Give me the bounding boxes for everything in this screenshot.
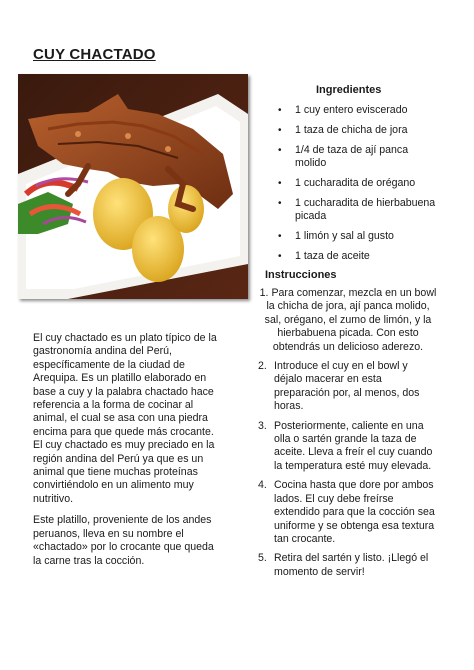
instruction-step — [258, 552, 438, 579]
instruction-step — [258, 360, 438, 414]
ingredient-item — [278, 104, 438, 117]
instruction-step — [258, 287, 438, 354]
ingredient-text: 1 limón y sal al gusto — [295, 230, 394, 243]
ingredient-text: 1 cucharadita de orégano — [295, 177, 416, 190]
step-text: Introduce el cuy en el bowl y déjalo macerar en esta preparación por, al menos, dos horas. — [274, 360, 420, 413]
bullet-icon: • — [278, 231, 282, 243]
ingredient-text: 1 taza de chicha de jora — [295, 123, 408, 136]
bullet-icon: • — [278, 105, 282, 116]
instructions-list — [258, 287, 438, 585]
step-text: Posteriormente, caliente en una olla o sartén grande la taza de aceite. Lleva a freír el cuy cuando la temperatura esté muy elevada. — [274, 419, 433, 472]
step-number: 5. — [258, 552, 267, 565]
ingredient-item — [278, 250, 438, 263]
intro-paragraph: Este platillo, proveniente de los andes peruanos, lleva en su nombre el «chactado» por lo crocante que queda la carne tras la cocción. — [33, 514, 214, 567]
step-number: 4. — [258, 479, 267, 492]
bullet-icon: • — [278, 124, 282, 136]
intro-text — [33, 332, 223, 576]
step-number: 1. — [259, 287, 269, 299]
step-number: 3. — [258, 419, 267, 432]
instructions-heading: Instrucciones — [265, 269, 337, 281]
ingredient-text: 1 cucharadita de hierbabuena picada — [295, 197, 436, 223]
ingredient-text: 1 taza de aceite — [295, 250, 370, 263]
page-title: CUY CHACTADO — [33, 46, 156, 63]
ingredient-item — [278, 124, 438, 137]
step-text: Retira del sartén y listo. ¡Llegó el momento de servir! — [274, 552, 429, 578]
dish-photo — [18, 74, 248, 299]
intro-paragraph: El cuy chactado es un plato típico de la gastronomía andina del Perú, específicamente de la ciudad de Arequipa. Es un platillo elaborado en base a cuy y la palabra chactado hace referencia a la forma de cocinar al animal, el cual se asa con una piedra encima para que quede más crocante. El cuy chactado es muy preciado en la región andina del Perú ya que es un animal que tiene muchas proteínas convirtiéndolo en un alimento muy nutritivo. — [33, 332, 217, 505]
ingredient-text: 1 cuy entero eviscerado — [295, 104, 408, 116]
ingredient-item — [278, 197, 438, 224]
instruction-step — [258, 479, 438, 546]
bullet-icon: • — [278, 178, 282, 190]
ingredient-item — [278, 144, 438, 171]
ingredients-heading: Ingredientes — [316, 84, 382, 96]
ingredient-text: 1/4 de taza de ají panca molido — [295, 143, 409, 170]
step-number: 2. — [258, 360, 267, 373]
step-text: Cocina hasta que dore por ambos lados. El cuy debe freírse extendido para que la cocción sea uniforme y se obtenga esa textura tan crocante. — [274, 479, 435, 545]
ingredient-item — [278, 230, 438, 243]
food-photo-icon — [18, 74, 248, 299]
ingredients-list — [278, 104, 438, 270]
ingredient-item — [278, 177, 438, 190]
bullet-icon: • — [278, 144, 282, 156]
step-text: Para comenzar, mezcla en un bowl la chicha de jora, ají panca molido, sal, orégano, el zumo de limón, y la hierbabuena picada. Con esto obtendrás un delicioso aderezo. — [264, 287, 437, 353]
bullet-icon: • — [278, 198, 282, 210]
instruction-step — [258, 420, 438, 474]
bullet-icon: • — [278, 251, 282, 263]
